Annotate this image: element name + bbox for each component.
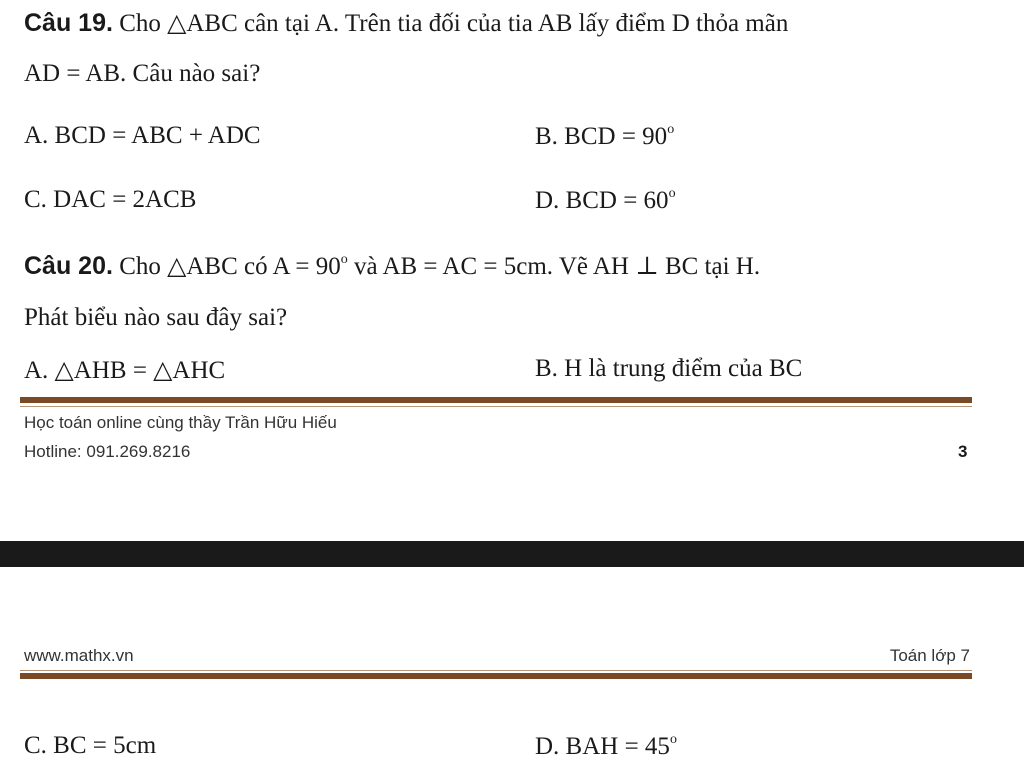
q20-option-c: C. BC = 5cm — [24, 732, 157, 759]
page-number: 3 — [958, 442, 968, 461]
q20-option-a: A. △AHB = △AHC — [24, 357, 226, 384]
question-20-line2: Phát biểu nào sau đây sai? — [24, 304, 288, 331]
question-19-line1 — [24, 8, 788, 38]
header-website: www.mathx.vn — [24, 646, 134, 665]
q20-option-d-text: D. BAH = 45 — [535, 733, 670, 760]
q19-option-b-text: B. BCD = 90 — [535, 123, 668, 150]
q19-option-d-text: D. BCD = 60 — [535, 187, 669, 214]
footer-line1: Học toán online cùng thầy Trần Hữu Hiếu — [24, 413, 337, 432]
q19-option-a: A. BCD = ABC + ADC — [24, 122, 261, 149]
header-rule — [20, 673, 972, 679]
footer-rule-thin — [20, 406, 972, 407]
degree-symbol: o — [669, 732, 677, 747]
degree-symbol: o — [340, 252, 348, 267]
degree-symbol: o — [667, 122, 675, 137]
q19-option-b — [535, 122, 674, 151]
q19-option-d — [535, 186, 676, 215]
question-20-line1 — [24, 251, 760, 281]
header-rule-thin — [20, 670, 972, 671]
degree-symbol: o — [668, 186, 676, 201]
question-19-text: Cho △ABC cân tại A. Trên tia đối của tia AB lấy điểm D thỏa mãn — [119, 10, 789, 37]
header-subject: Toán lớp 7 — [889, 646, 970, 665]
question-20-label: Câu 20. — [24, 252, 113, 280]
footer-hotline: Hotline: 091.269.8216 — [24, 442, 191, 461]
question-19-line2: AD = AB. Câu nào sai? — [24, 60, 261, 87]
q20-option-b: B. H là trung điểm của BC — [535, 355, 803, 382]
question-19-label: Câu 19. — [24, 9, 113, 37]
footer-rule — [20, 397, 972, 403]
question-20-text: Cho △ABC có A = 90 — [119, 253, 341, 280]
question-20-text-rest: và AB = AC = 5cm. Vẽ AH ⊥ BC tại H. — [353, 253, 761, 280]
q19-option-c: C. DAC = 2ACB — [24, 186, 197, 213]
page-break-band — [0, 541, 1024, 567]
q20-option-d — [535, 732, 677, 761]
